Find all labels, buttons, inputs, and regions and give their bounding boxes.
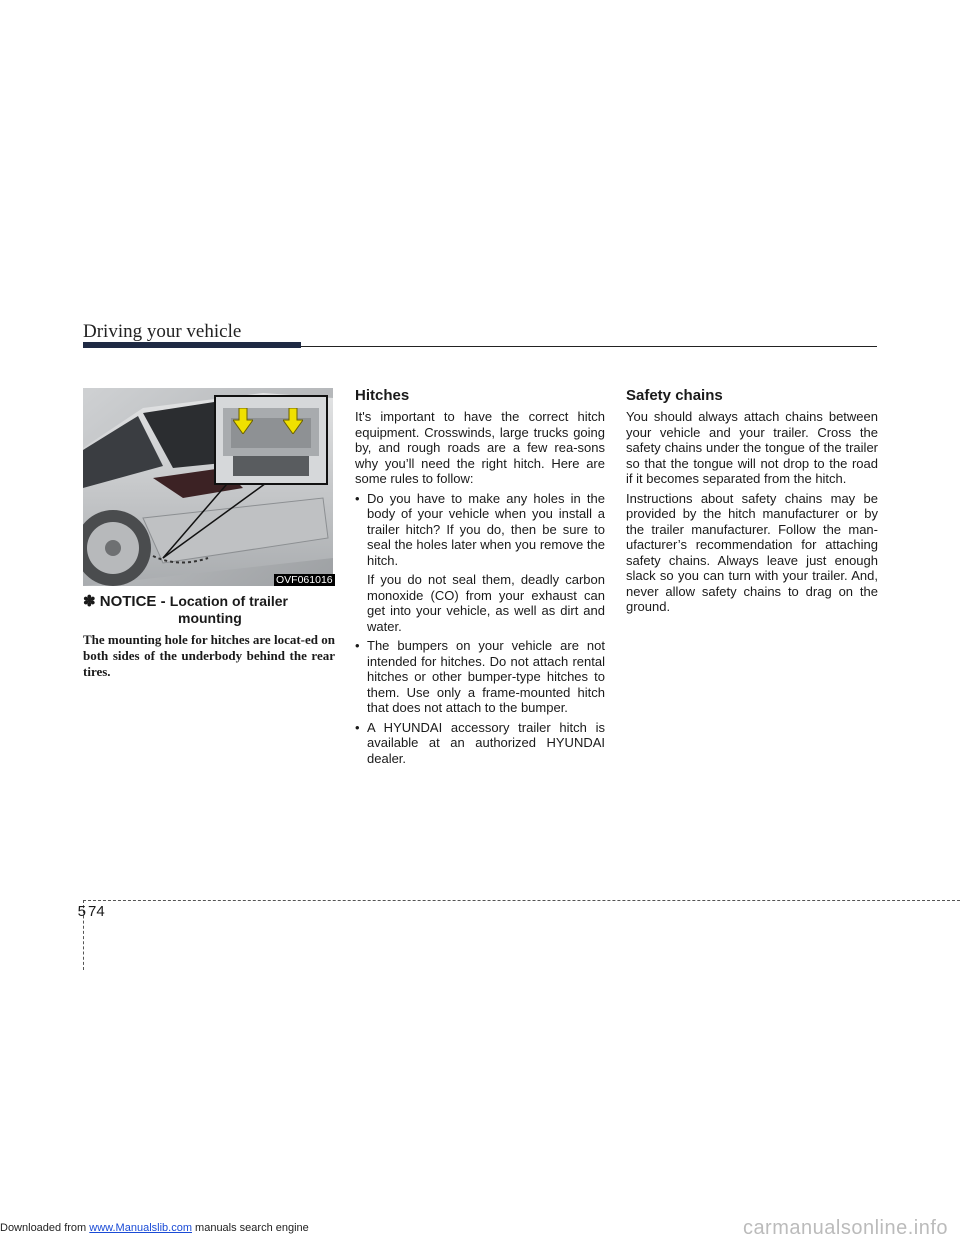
- hitches-bullet-2: The bumpers on your vehicle are not intended for hitches. Do not attach rental hitches or other bumper-type hitches to them. Use only a frame-mounted hitch that does not attach to the bumper.: [367, 638, 605, 715]
- notice-title: [83, 593, 333, 627]
- safety-chains-para2: Instructions about safety chains may be provided by the hitch manufacturer or by the trailer manufacturer. Follow the man-ufacturer’s recommendation for attaching safety chains. Always leave just enough slack so you can turn with your trailer. And, never allow safety chains to drag on the ground.: [626, 490, 878, 614]
- arrow-down-icon: [283, 408, 303, 434]
- safety-chains-para1: You should always attach chains between your vehicle and your trailer. Cross the safety chains under the tongue of the trailer so that the tongue will not drop to the road if it becomes separated from the hitch.: [626, 409, 878, 486]
- header-rule-accent: [83, 342, 301, 348]
- notice-title-line1: Location of trailer: [169, 593, 288, 609]
- watermark: carmanualsonline.info: [742, 1217, 948, 1239]
- list-item: [355, 720, 605, 767]
- hitches-title: Hitches: [355, 387, 410, 404]
- hitches-intro: It's important to have the correct hitch equipment. Crosswinds, large trucks going by, and rough roads are a few rea-sons why you’ll need the right hitch. Here are some rules to follow:: [355, 409, 605, 486]
- list-item: [355, 491, 605, 635]
- arrow-down-icon: [233, 408, 253, 434]
- notice-symbol: ✽: [83, 593, 96, 610]
- car-rear-hitch-illustration: [83, 388, 333, 586]
- footer-divider: [83, 900, 960, 901]
- hitches-bullet-1-extra: If you do not seal them, deadly carbon monoxide (CO) from your exhaust can get into your vehicle, as well as dirt and water.: [367, 572, 605, 634]
- notice-label: NOTICE -: [99, 593, 166, 610]
- list-item: [355, 638, 605, 716]
- page-number: 74: [88, 903, 105, 920]
- footer-suffix: manuals search engine: [191, 1222, 309, 1234]
- hitches-bullet-3: A HYUNDAI accessory trailer hitch is available at an authorized HYUNDAI dealer.: [367, 719, 605, 766]
- footer-prefix: Downloaded from: [0, 1222, 90, 1234]
- manualslib-link[interactable]: www.Manualslib.com: [89, 1222, 192, 1234]
- hitches-bullet-1: • Do you have to make any holes in the body of your vehicle when you install a trailer hitch? If you do, then be sure to seal the holes later when you remove the hitch.: [367, 490, 605, 568]
- notice-title-line2: mounting: [178, 610, 242, 626]
- hitches-content: [355, 409, 605, 770]
- notice-body: The mounting hole for hitches are locat-ed on both sides of the underbody behind the rear tires.: [83, 632, 335, 679]
- hitches-rules-list: [355, 491, 605, 767]
- figure-code: OVF061016: [276, 574, 333, 586]
- safety-chains-content: [626, 409, 878, 619]
- safety-chains-title: Safety chains: [626, 387, 723, 404]
- section-title: Driving your vehicle: [83, 321, 242, 342]
- chapter-number: 5: [77, 903, 86, 920]
- download-footer: [0, 1222, 309, 1234]
